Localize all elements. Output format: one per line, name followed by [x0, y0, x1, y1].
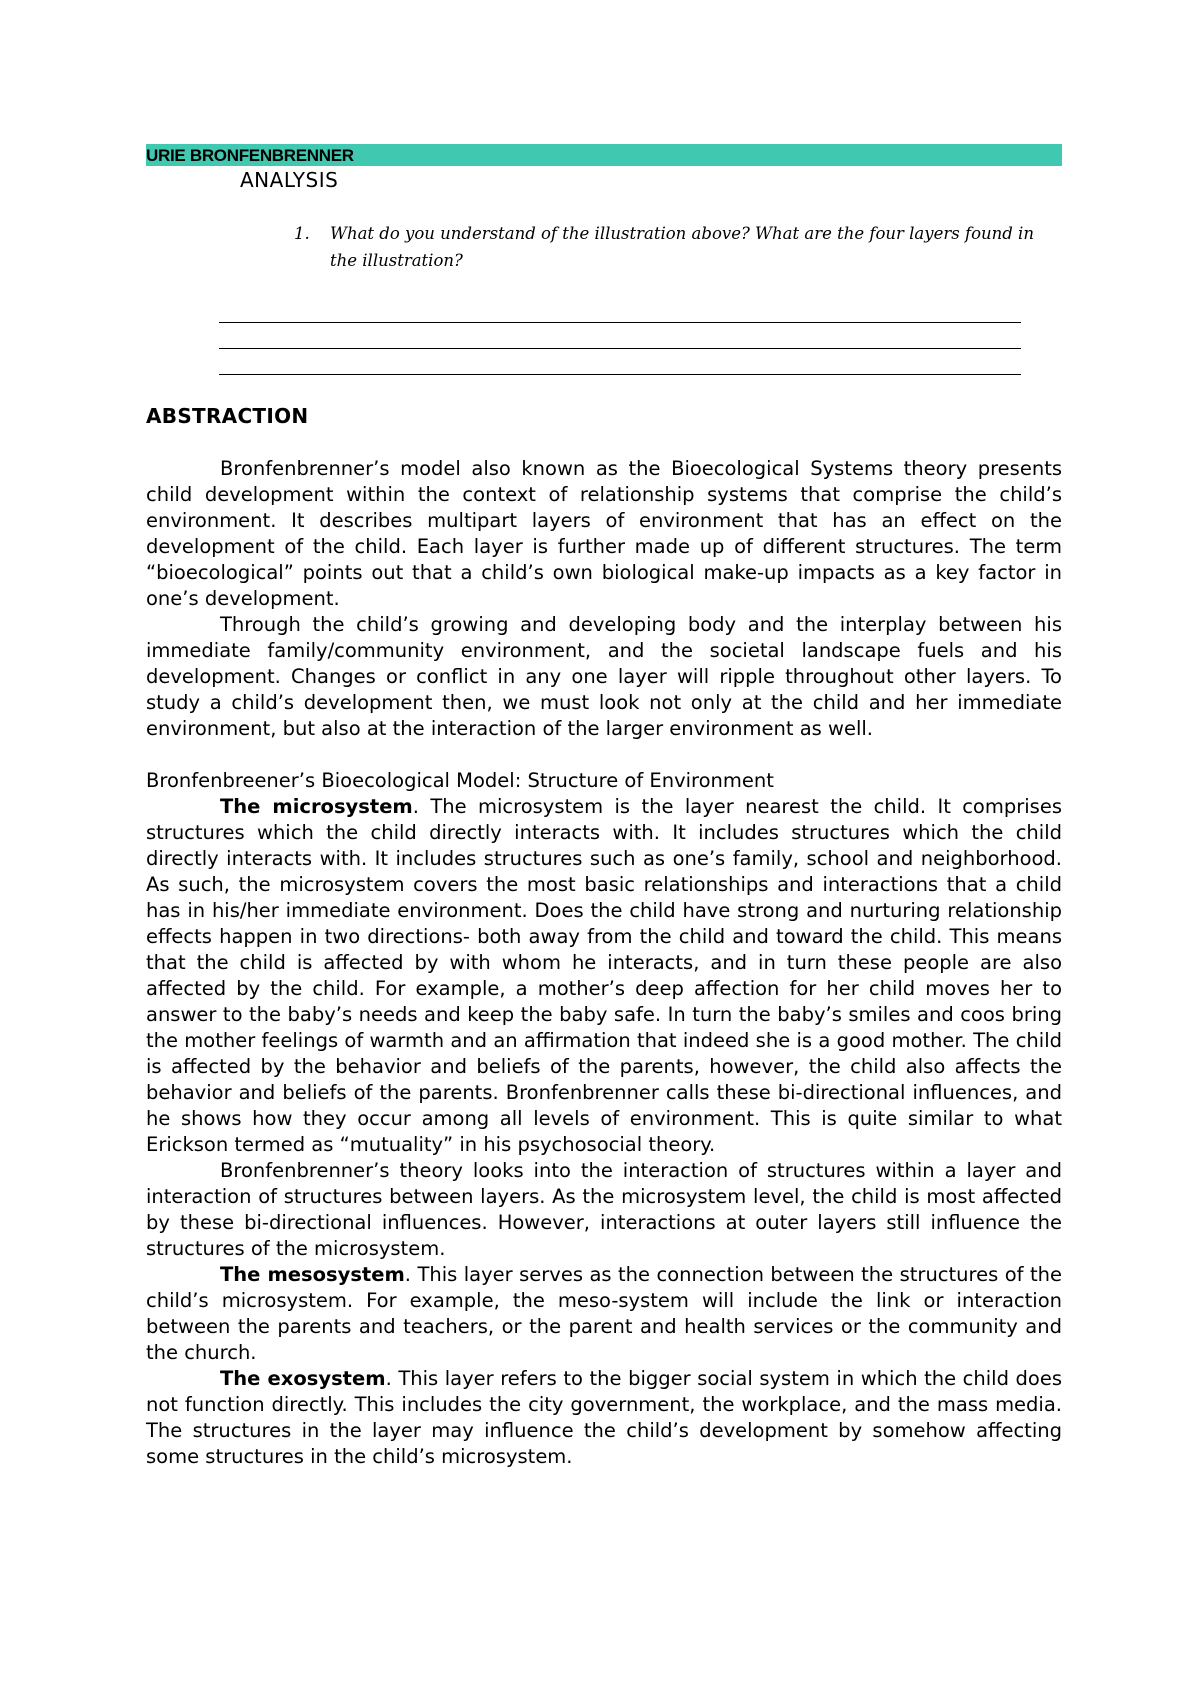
answer-line — [219, 374, 1021, 375]
paragraph-microsystem — [146, 794, 1062, 1158]
paragraph-spacer — [146, 742, 1062, 768]
title-banner — [146, 144, 1062, 166]
exosystem-text: . This layer refers to the bigger social system in which the child does not function directly. This includes the city government, the workplace, and the mass media. The structures in the layer may influence the child’s development by somehow affecting some structures in the child’s microsystem. — [146, 1367, 1062, 1468]
abstraction-heading: ABSTRACTION — [146, 404, 309, 428]
question-number: 1. — [294, 224, 310, 243]
paragraph-development: Through the child’s growing and developing body and the interplay between his immediate family/community environment, and the societal landscape fuels and his development. Changes or conflict in any one layer will ripple throughout other layers. To study a child’s development then, we must look not only at the child and her immediate environment, but also at the interaction of the larger environment as well. — [146, 613, 1062, 740]
mesosystem-text: . This layer serves as the connection between the structures of the child’s microsystem. For example, the meso-system will include the link or interaction between the parents and teachers, or the parent and health services or the community and the church. — [146, 1263, 1062, 1364]
banner-title: URIE BRONFENBRENNER — [146, 146, 354, 165]
paragraph-exosystem — [146, 1366, 1062, 1470]
answer-line — [219, 322, 1021, 323]
answer-line — [219, 348, 1021, 349]
analysis-question — [294, 220, 1054, 274]
question-text: What do you understand of the illustration above? What are the four layers found in the illustration? — [330, 224, 1034, 270]
abstraction-body — [146, 456, 1062, 1470]
paragraph-mesosystem — [146, 1262, 1062, 1366]
exosystem-term: The exosystem — [220, 1367, 386, 1390]
mesosystem-term: The mesosystem — [220, 1263, 405, 1286]
microsystem-term: The microsystem — [220, 795, 413, 818]
model-title: Bronfenbreener’s Bioecological Model: Structure of Environment — [146, 769, 774, 792]
microsystem-text: . The microsystem is the layer nearest the child. It comprises structures which the child directly interacts with. It includes structures which the child directly interacts with. It includes structures such as one’s family, school and neighborhood. As such, the microsystem covers the most basic relationships and interactions that a child has in his/her immediate environment. Does the child have strong and nurturing relationship effects happen in two directions- both away from the child and toward the child. This means that the child is affected by with whom he interacts, and in turn these people are also affected by the child. For example, a mother’s deep affection for her child moves her to answer to the baby’s needs and keep the baby safe. In turn the baby’s smiles and coos bring the mother feelings of warmth and an affirmation that indeed she is a good mother. The child is affected by the behavior and beliefs of the parents, however, the child also affects the behavior and beliefs of the parents. Bronfenbrenner calls these bi-directional influences, and he shows how they occur among all levels of environment. This is quite similar to what Erickson termed as “mutuality” in his psychosocial theory. — [146, 795, 1062, 1156]
paragraph-interaction: Bronfenbrenner’s theory looks into the interaction of structures within a layer and interaction of structures between layers. As the microsystem level, the child is most affected by these bi-directional influences. However, interactions at outer layers still influence the structures of the microsystem. — [146, 1159, 1062, 1260]
paragraph-model-overview: Bronfenbrenner’s model also known as the Bioecological Systems theory presents child development within the context of relationship systems that comprise the child’s environment. It describes multipart layers of environment that has an effect on the development of the child. Each layer is further made up of different structures. The term “bioecological” points out that a child’s own biological make-up impacts as a key factor in one’s development. — [146, 457, 1062, 610]
analysis-heading: ANALYSIS — [240, 168, 339, 192]
